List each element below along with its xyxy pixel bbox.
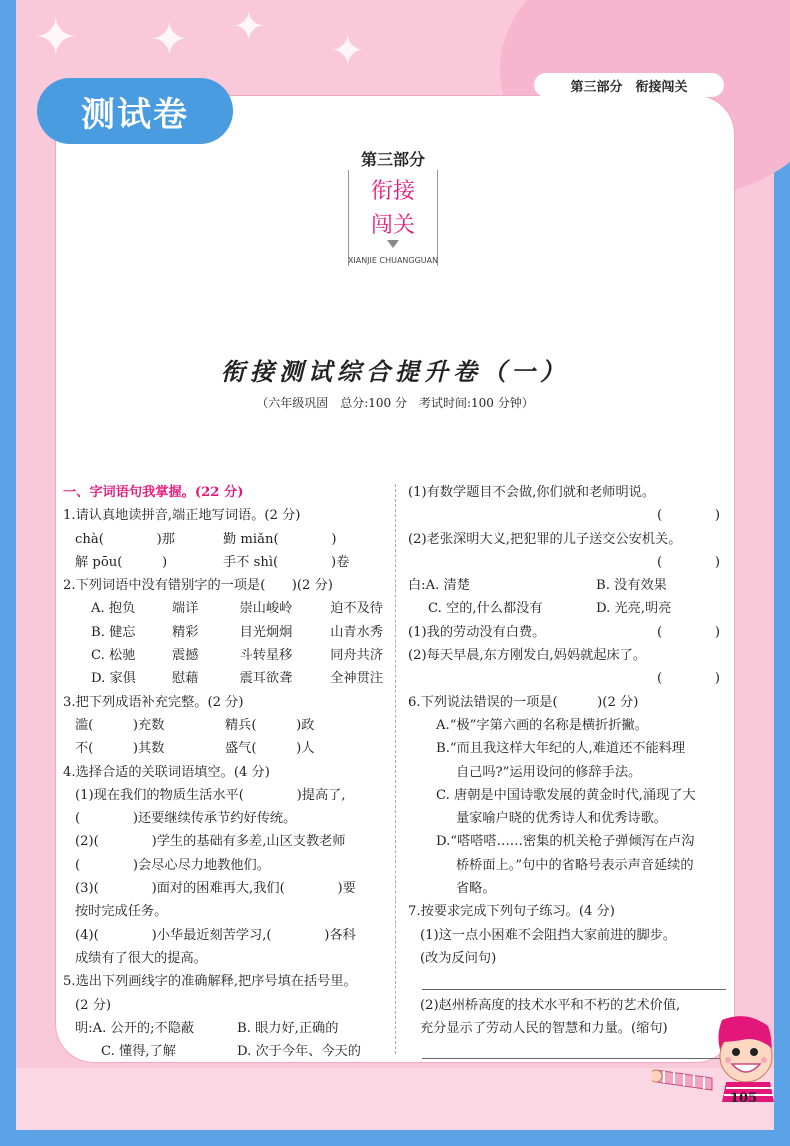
section-pinyin: XIANJIE CHUANGGUAN	[347, 256, 439, 265]
answer-paren: ( )	[656, 624, 720, 640]
option-cell: 同舟共济	[330, 648, 383, 664]
idiom-blank: 滥( )充数	[75, 717, 165, 733]
option-cell: 全神贯注	[330, 671, 383, 687]
definition: D. 次于今年、今天的	[237, 1044, 361, 1060]
definition: D. 光亮,明亮	[596, 601, 672, 617]
idiom-blank: 盛气( )人	[225, 741, 315, 757]
option-line: 桥桥面上。”句中的省略号表示声音延续的	[456, 857, 694, 873]
question-line: (2)老张深明大义,把犯罪的儿子送交公安机关。	[408, 531, 682, 547]
option-line: 量家喻户晓的优秀诗人和优秀诗歌。	[456, 811, 667, 827]
question-stem: 1.请认真地读拼音,端正地写词语。(2 分)	[63, 508, 301, 524]
question-line: (1)这一点小困难不会阻挡大家前进的脚步。	[420, 927, 677, 943]
exam-subtitle: （六年级巩固 总分:100 分 考试时间:100 分钟）	[256, 396, 534, 410]
question-line: (2 分)	[75, 997, 112, 1013]
question-line: (1)现在我们的物质生活水平( )提高了,	[75, 787, 346, 803]
definition-row	[408, 574, 726, 597]
page-number: 105	[730, 1091, 758, 1106]
question-line: (改为反问句)	[420, 950, 497, 966]
option-line: C. 唐朝是中国诗歌发展的黄金时代,涌现了大	[436, 787, 696, 803]
section-title-line1: 衔接	[370, 179, 415, 204]
question-line: (2)每天早晨,东方刚发白,妈妈就起床了。	[408, 648, 647, 664]
option-cell: 目光炯炯	[239, 624, 293, 640]
question-stem: 6.下列说法错误的一项是( )(2 分)	[408, 694, 639, 710]
question-line: (1)我的劳动没有白费。	[408, 624, 546, 640]
question-line: 按时完成任务。	[75, 904, 168, 920]
idiom-blank: 不( )其数	[75, 741, 165, 757]
question-row	[63, 737, 383, 760]
question-line: (4)( )小华最近刻苦学习,( )各科	[75, 927, 356, 943]
question-stem: 3.把下列成语补充完整。(2 分)	[63, 694, 244, 710]
answer-paren: ( )	[656, 671, 720, 687]
mascot-head	[718, 1016, 772, 1082]
question-line: 充分显示了劳动人民的智慧和力量。(缩句)	[420, 1020, 668, 1036]
option-cell: B. 健忘	[91, 624, 136, 640]
question-row	[63, 714, 383, 737]
definition: B. 眼力好,正确的	[237, 1020, 339, 1036]
option-cell: 慰藉	[172, 671, 199, 687]
question-line: ( )会尽心尽力地教他们。	[75, 857, 270, 873]
question-row	[63, 528, 383, 551]
test-paper-tab: 测试卷	[37, 78, 233, 144]
definition-row	[63, 1017, 383, 1040]
option-row	[63, 644, 383, 667]
question-stem: 7.按要求完成下列句子练习。(4 分)	[408, 904, 615, 920]
sparkle-icon: ✦	[232, 4, 266, 50]
mascot-arm	[652, 1070, 712, 1090]
section-part: 第三部分	[360, 150, 425, 169]
pinyin-blank: chà( )那	[75, 531, 175, 547]
part-label-pill: 第三部分 衔接闯关	[534, 73, 724, 97]
option-cell: 精彩	[172, 624, 199, 640]
question-line: 成绩有了很大的提高。	[75, 950, 207, 966]
option-cell: 迫不及待	[330, 601, 383, 617]
definition: C. 懂得,了解	[101, 1044, 176, 1060]
question-stem: 5.选出下列画线字的准确解释,把序号填在括号里。	[63, 974, 357, 990]
question-row	[63, 551, 383, 574]
answer-paren: ( )	[656, 508, 720, 524]
pinyin-blank: 手不 shì( )卷	[223, 554, 350, 570]
question-stem: 2.下列词语中没有错别字的一项是( )(2 分)	[63, 578, 333, 594]
option-row	[63, 621, 383, 644]
option-cell: A. 抱负	[91, 601, 136, 617]
sparkle-icon: ✦	[34, 8, 78, 68]
answer-paren: ( )	[656, 554, 720, 570]
question-line: (2)( )学生的基础有多差,山区支教老师	[75, 834, 346, 850]
question-line: ( )还要继续传承节约好传统。	[75, 811, 297, 827]
exam-title: 衔接测试综合提升卷（一）	[221, 357, 569, 386]
question-row	[408, 621, 726, 644]
option-row	[63, 597, 383, 620]
option-cell: 崇山峻岭	[239, 601, 293, 617]
answer-line[interactable]	[408, 970, 726, 993]
cartoon-girl-mascot	[652, 1012, 776, 1102]
definition-row	[63, 1040, 383, 1063]
option-cell: C. 松驰	[91, 648, 136, 664]
question-line: (2)赵州桥高度的技术水平和不朽的艺术价值,	[420, 997, 681, 1013]
left-column	[63, 481, 383, 1063]
option-line: D.“嗒嗒嗒……密集的机关枪子弹倾泻在卢沟	[436, 834, 695, 850]
column-divider	[395, 484, 396, 1054]
option-cell: 山青水秀	[330, 624, 383, 640]
idiom-blank: 精兵( )政	[225, 717, 315, 733]
option-cell: D. 家俱	[91, 671, 136, 687]
option-line: 省略。	[456, 881, 496, 897]
pinyin-blank: 解 pōu( )	[75, 554, 168, 570]
section-title-line2: 闯关	[370, 213, 415, 238]
option-line: 自己吗?”运用设问的修辞手法。	[456, 764, 642, 780]
question-line: (1)有数学题目不会做,你们就和老师明说。	[408, 485, 656, 500]
option-cell: 斗转星移	[239, 648, 293, 664]
definition: C. 空的,什么都没有	[428, 601, 543, 617]
question-line: (3)( )面对的困难再大,我们( )要	[75, 881, 356, 897]
right-column	[408, 481, 726, 1063]
definition: 明:A. 公开的;不隐蔽	[75, 1020, 195, 1036]
triangle-down-icon	[387, 240, 399, 248]
section-heading: 一、字词语句我掌握。(22 分)	[63, 485, 244, 500]
option-line: B.“而且我这样大年纪的人,难道还不能料理	[436, 741, 686, 757]
question-stem: 4.选择合适的关联词语填空。(4 分)	[63, 764, 270, 780]
option-line: A.“极”字第六画的名称是横折折撇。	[436, 717, 648, 733]
definition: B. 没有效果	[596, 578, 667, 594]
option-cell: 震耳欲聋	[239, 671, 293, 687]
option-row	[63, 667, 383, 690]
definition-row	[408, 597, 726, 620]
sparkle-icon: ✦	[150, 12, 189, 66]
sparkle-icon: ✦	[330, 26, 366, 75]
definition: 白:A. 清楚	[408, 578, 470, 594]
option-cell: 端详	[172, 601, 199, 617]
option-cell: 震撼	[172, 648, 199, 664]
pinyin-blank: 勤 miǎn( )	[223, 531, 337, 547]
